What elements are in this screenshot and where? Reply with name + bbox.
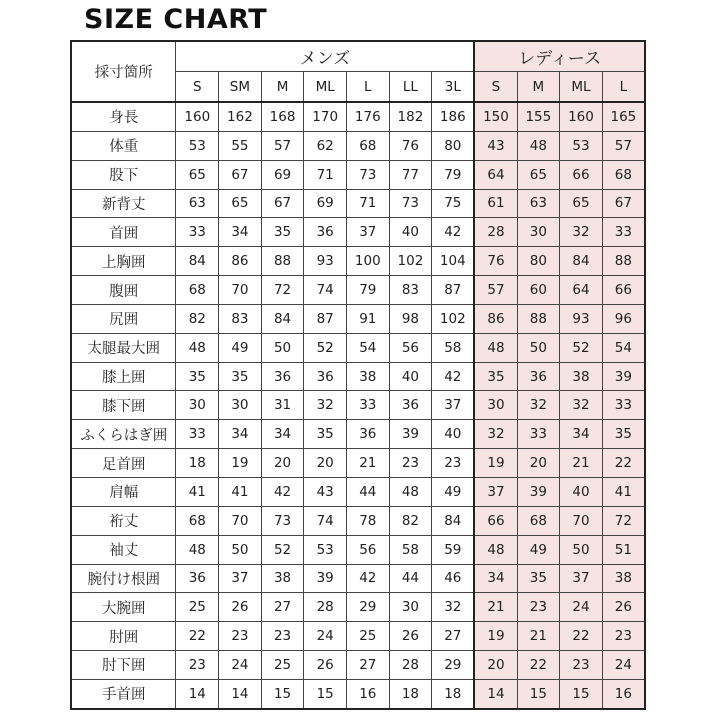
ladies-value-cell: 53 <box>560 131 603 160</box>
mens-value-cell: 30 <box>219 391 262 420</box>
mens-value-cell: 58 <box>389 535 432 564</box>
ladies-value-cell: 15 <box>560 679 603 709</box>
mens-value-cell: 58 <box>432 333 475 362</box>
ladies-value-cell: 32 <box>517 391 560 420</box>
table-row <box>71 535 645 564</box>
ladies-value-cell: 66 <box>474 506 517 535</box>
ladies-value-cell: 37 <box>474 477 517 506</box>
mens-value-cell: 43 <box>304 477 347 506</box>
mens-value-cell: 36 <box>304 218 347 247</box>
ladies-value-cell: 43 <box>474 131 517 160</box>
ladies-value-cell: 21 <box>517 622 560 651</box>
measurement-label: 肘囲 <box>71 622 176 651</box>
mens-value-cell: 73 <box>346 160 389 189</box>
mens-value-cell: 23 <box>432 449 475 478</box>
mens-value-cell: 49 <box>219 333 262 362</box>
mens-value-cell: 34 <box>219 420 262 449</box>
mens-value-cell: 76 <box>389 131 432 160</box>
table-body <box>71 102 645 709</box>
measurement-label: 体重 <box>71 131 176 160</box>
mens-value-cell: 27 <box>432 622 475 651</box>
mens-value-cell: 23 <box>261 622 304 651</box>
mens-value-cell: 30 <box>176 391 219 420</box>
measurement-label: 足首囲 <box>71 449 176 478</box>
table-row <box>71 304 645 333</box>
mens-value-cell: 46 <box>432 564 475 593</box>
page-title: SIZE CHART <box>84 4 268 35</box>
ladies-value-cell: 14 <box>474 679 517 709</box>
ladies-value-cell: 24 <box>602 651 645 680</box>
ladies-value-cell: 150 <box>474 102 517 131</box>
ladies-value-cell: 22 <box>560 622 603 651</box>
ladies-value-cell: 93 <box>560 304 603 333</box>
mens-value-cell: 36 <box>346 420 389 449</box>
mens-size-header: 3L <box>432 72 475 103</box>
ladies-value-cell: 160 <box>560 102 603 131</box>
mens-value-cell: 16 <box>346 679 389 709</box>
mens-value-cell: 71 <box>304 160 347 189</box>
mens-value-cell: 42 <box>346 564 389 593</box>
mens-value-cell: 98 <box>389 304 432 333</box>
mens-value-cell: 84 <box>261 304 304 333</box>
ladies-value-cell: 48 <box>474 535 517 564</box>
mens-value-cell: 160 <box>176 102 219 131</box>
mens-value-cell: 26 <box>219 593 262 622</box>
mens-value-cell: 56 <box>389 333 432 362</box>
mens-value-cell: 20 <box>261 449 304 478</box>
mens-value-cell: 71 <box>346 189 389 218</box>
mens-value-cell: 80 <box>432 131 475 160</box>
ladies-value-cell: 39 <box>602 362 645 391</box>
table-row <box>71 564 645 593</box>
measurement-label: 手首囲 <box>71 679 176 709</box>
ladies-value-cell: 65 <box>517 160 560 189</box>
mens-value-cell: 32 <box>304 391 347 420</box>
mens-value-cell: 65 <box>219 189 262 218</box>
mens-value-cell: 82 <box>176 304 219 333</box>
ladies-value-cell: 20 <box>474 651 517 680</box>
mens-value-cell: 37 <box>219 564 262 593</box>
ladies-size-header: L <box>602 72 645 103</box>
mens-value-cell: 168 <box>261 102 304 131</box>
ladies-value-cell: 68 <box>517 506 560 535</box>
mens-value-cell: 50 <box>219 535 262 564</box>
mens-value-cell: 15 <box>304 679 347 709</box>
mens-value-cell: 68 <box>176 276 219 305</box>
measurement-label: 袖丈 <box>71 535 176 564</box>
ladies-value-cell: 21 <box>560 449 603 478</box>
ladies-value-cell: 39 <box>517 477 560 506</box>
ladies-value-cell: 33 <box>602 391 645 420</box>
measurement-label: 尻囲 <box>71 304 176 333</box>
mens-value-cell: 63 <box>176 189 219 218</box>
mens-value-cell: 25 <box>261 651 304 680</box>
ladies-value-cell: 20 <box>517 449 560 478</box>
mens-value-cell: 48 <box>176 333 219 362</box>
ladies-value-cell: 23 <box>560 651 603 680</box>
mens-size-header: S <box>176 72 219 103</box>
mens-value-cell: 36 <box>176 564 219 593</box>
table-row <box>71 160 645 189</box>
mens-value-cell: 33 <box>176 218 219 247</box>
table-row <box>71 622 645 651</box>
mens-value-cell: 29 <box>432 651 475 680</box>
ladies-value-cell: 67 <box>602 189 645 218</box>
ladies-value-cell: 54 <box>602 333 645 362</box>
ladies-value-cell: 40 <box>560 477 603 506</box>
mens-value-cell: 25 <box>346 622 389 651</box>
mens-value-cell: 34 <box>219 218 262 247</box>
ladies-value-cell: 19 <box>474 622 517 651</box>
mens-value-cell: 72 <box>261 276 304 305</box>
mens-value-cell: 44 <box>346 477 389 506</box>
table-row <box>71 391 645 420</box>
mens-value-cell: 44 <box>389 564 432 593</box>
measurement-label: 上胸囲 <box>71 247 176 276</box>
ladies-value-cell: 64 <box>560 276 603 305</box>
mens-value-cell: 86 <box>219 247 262 276</box>
measurement-label: 腹囲 <box>71 276 176 305</box>
mens-value-cell: 48 <box>389 477 432 506</box>
mens-value-cell: 19 <box>219 449 262 478</box>
mens-value-cell: 36 <box>304 362 347 391</box>
mens-value-cell: 73 <box>389 189 432 218</box>
mens-value-cell: 56 <box>346 535 389 564</box>
ladies-value-cell: 70 <box>560 506 603 535</box>
mens-value-cell: 55 <box>219 131 262 160</box>
mens-value-cell: 28 <box>304 593 347 622</box>
ladies-value-cell: 50 <box>560 535 603 564</box>
ladies-value-cell: 41 <box>602 477 645 506</box>
ladies-value-cell: 165 <box>602 102 645 131</box>
table-row <box>71 651 645 680</box>
mens-value-cell: 33 <box>346 391 389 420</box>
mens-value-cell: 14 <box>176 679 219 709</box>
ladies-value-cell: 52 <box>560 333 603 362</box>
measurement-label: 腕付け根囲 <box>71 564 176 593</box>
ladies-value-cell: 65 <box>560 189 603 218</box>
mens-value-cell: 33 <box>176 420 219 449</box>
mens-value-cell: 23 <box>219 622 262 651</box>
ladies-value-cell: 21 <box>474 593 517 622</box>
ladies-value-cell: 28 <box>474 218 517 247</box>
ladies-value-cell: 76 <box>474 247 517 276</box>
size-chart-table <box>70 40 646 710</box>
mens-value-cell: 22 <box>176 622 219 651</box>
table-row <box>71 131 645 160</box>
mens-value-cell: 79 <box>346 276 389 305</box>
mens-value-cell: 83 <box>219 304 262 333</box>
measurement-label: 首囲 <box>71 218 176 247</box>
mens-value-cell: 102 <box>389 247 432 276</box>
mens-value-cell: 91 <box>346 304 389 333</box>
mens-value-cell: 42 <box>261 477 304 506</box>
mens-value-cell: 37 <box>432 391 475 420</box>
ladies-value-cell: 38 <box>602 564 645 593</box>
mens-value-cell: 29 <box>346 593 389 622</box>
ladies-value-cell: 61 <box>474 189 517 218</box>
ladies-value-cell: 33 <box>602 218 645 247</box>
ladies-value-cell: 60 <box>517 276 560 305</box>
ladies-value-cell: 23 <box>602 622 645 651</box>
mens-value-cell: 70 <box>219 506 262 535</box>
table-row <box>71 679 645 709</box>
mens-size-header: LL <box>389 72 432 103</box>
mens-value-cell: 54 <box>346 333 389 362</box>
mens-value-cell: 30 <box>389 593 432 622</box>
table-row <box>71 333 645 362</box>
mens-value-cell: 27 <box>346 651 389 680</box>
ladies-value-cell: 34 <box>474 564 517 593</box>
ladies-value-cell: 66 <box>560 160 603 189</box>
table-row <box>71 477 645 506</box>
table-row <box>71 362 645 391</box>
mens-value-cell: 70 <box>219 276 262 305</box>
mens-value-cell: 77 <box>389 160 432 189</box>
mens-value-cell: 68 <box>176 506 219 535</box>
mens-value-cell: 24 <box>219 651 262 680</box>
ladies-value-cell: 66 <box>602 276 645 305</box>
mens-value-cell: 38 <box>261 564 304 593</box>
mens-value-cell: 23 <box>176 651 219 680</box>
ladies-value-cell: 88 <box>517 304 560 333</box>
ladies-value-cell: 19 <box>474 449 517 478</box>
ladies-value-cell: 68 <box>602 160 645 189</box>
mens-value-cell: 40 <box>432 420 475 449</box>
mens-value-cell: 40 <box>389 218 432 247</box>
mens-value-cell: 87 <box>432 276 475 305</box>
table-row <box>71 449 645 478</box>
mens-value-cell: 67 <box>261 189 304 218</box>
mens-value-cell: 69 <box>261 160 304 189</box>
ladies-value-cell: 57 <box>474 276 517 305</box>
measurement-label: ふくらはぎ囲 <box>71 420 176 449</box>
mens-value-cell: 75 <box>432 189 475 218</box>
measurement-point-header: 採寸箇所 <box>71 41 176 102</box>
ladies-value-cell: 38 <box>560 362 603 391</box>
measurement-label: 肩幅 <box>71 477 176 506</box>
mens-value-cell: 26 <box>304 651 347 680</box>
measurement-label: 新背丈 <box>71 189 176 218</box>
mens-value-cell: 35 <box>261 218 304 247</box>
ladies-value-cell: 26 <box>602 593 645 622</box>
ladies-value-cell: 23 <box>517 593 560 622</box>
table-row <box>71 276 645 305</box>
mens-value-cell: 37 <box>346 218 389 247</box>
mens-value-cell: 34 <box>261 420 304 449</box>
table-row <box>71 593 645 622</box>
mens-value-cell: 74 <box>304 276 347 305</box>
mens-value-cell: 24 <box>304 622 347 651</box>
ladies-value-cell: 96 <box>602 304 645 333</box>
mens-value-cell: 26 <box>389 622 432 651</box>
mens-size-header: SM <box>219 72 262 103</box>
mens-size-header: L <box>346 72 389 103</box>
measurement-label: 大腕囲 <box>71 593 176 622</box>
ladies-value-cell: 32 <box>560 391 603 420</box>
ladies-value-cell: 84 <box>560 247 603 276</box>
mens-value-cell: 41 <box>219 477 262 506</box>
table-row <box>71 247 645 276</box>
mens-value-cell: 52 <box>304 333 347 362</box>
ladies-value-cell: 35 <box>517 564 560 593</box>
mens-value-cell: 79 <box>432 160 475 189</box>
ladies-value-cell: 51 <box>602 535 645 564</box>
ladies-value-cell: 49 <box>517 535 560 564</box>
mens-value-cell: 100 <box>346 247 389 276</box>
ladies-value-cell: 35 <box>474 362 517 391</box>
mens-value-cell: 38 <box>346 362 389 391</box>
mens-value-cell: 53 <box>176 131 219 160</box>
ladies-value-cell: 72 <box>602 506 645 535</box>
table-row <box>71 420 645 449</box>
mens-value-cell: 82 <box>389 506 432 535</box>
mens-value-cell: 102 <box>432 304 475 333</box>
ladies-value-cell: 30 <box>474 391 517 420</box>
mens-value-cell: 170 <box>304 102 347 131</box>
ladies-size-header: ML <box>560 72 603 103</box>
mens-value-cell: 21 <box>346 449 389 478</box>
ladies-value-cell: 16 <box>602 679 645 709</box>
ladies-value-cell: 32 <box>560 218 603 247</box>
ladies-value-cell: 22 <box>517 651 560 680</box>
mens-value-cell: 35 <box>219 362 262 391</box>
mens-value-cell: 52 <box>261 535 304 564</box>
measurement-label: 裄丈 <box>71 506 176 535</box>
mens-value-cell: 93 <box>304 247 347 276</box>
mens-value-cell: 31 <box>261 391 304 420</box>
ladies-group-header: レディース <box>474 41 645 72</box>
ladies-value-cell: 35 <box>602 420 645 449</box>
mens-value-cell: 15 <box>261 679 304 709</box>
mens-value-cell: 57 <box>261 131 304 160</box>
mens-size-header: ML <box>304 72 347 103</box>
table-row <box>71 218 645 247</box>
mens-value-cell: 25 <box>176 593 219 622</box>
table-row <box>71 189 645 218</box>
measurement-label: 身長 <box>71 102 176 131</box>
mens-value-cell: 50 <box>261 333 304 362</box>
table-row <box>71 102 645 131</box>
mens-value-cell: 84 <box>432 506 475 535</box>
ladies-value-cell: 32 <box>474 420 517 449</box>
ladies-value-cell: 88 <box>602 247 645 276</box>
mens-value-cell: 42 <box>432 218 475 247</box>
measurement-label: 太腿最大囲 <box>71 333 176 362</box>
mens-value-cell: 69 <box>304 189 347 218</box>
mens-value-cell: 73 <box>261 506 304 535</box>
ladies-value-cell: 57 <box>602 131 645 160</box>
mens-value-cell: 32 <box>432 593 475 622</box>
mens-value-cell: 88 <box>261 247 304 276</box>
mens-value-cell: 36 <box>261 362 304 391</box>
mens-value-cell: 53 <box>304 535 347 564</box>
mens-value-cell: 40 <box>389 362 432 391</box>
mens-value-cell: 84 <box>176 247 219 276</box>
mens-value-cell: 35 <box>304 420 347 449</box>
mens-value-cell: 74 <box>304 506 347 535</box>
mens-value-cell: 14 <box>219 679 262 709</box>
ladies-value-cell: 86 <box>474 304 517 333</box>
ladies-value-cell: 33 <box>517 420 560 449</box>
ladies-value-cell: 64 <box>474 160 517 189</box>
mens-value-cell: 59 <box>432 535 475 564</box>
measurement-label: 膝下囲 <box>71 391 176 420</box>
mens-value-cell: 18 <box>389 679 432 709</box>
mens-value-cell: 36 <box>389 391 432 420</box>
ladies-value-cell: 34 <box>560 420 603 449</box>
ladies-value-cell: 48 <box>517 131 560 160</box>
ladies-value-cell: 24 <box>560 593 603 622</box>
mens-value-cell: 41 <box>176 477 219 506</box>
mens-value-cell: 78 <box>346 506 389 535</box>
mens-value-cell: 68 <box>346 131 389 160</box>
ladies-value-cell: 30 <box>517 218 560 247</box>
mens-value-cell: 49 <box>432 477 475 506</box>
ladies-value-cell: 155 <box>517 102 560 131</box>
mens-value-cell: 48 <box>176 535 219 564</box>
mens-value-cell: 27 <box>261 593 304 622</box>
mens-value-cell: 176 <box>346 102 389 131</box>
mens-value-cell: 65 <box>176 160 219 189</box>
mens-value-cell: 20 <box>304 449 347 478</box>
ladies-value-cell: 50 <box>517 333 560 362</box>
mens-value-cell: 39 <box>304 564 347 593</box>
ladies-value-cell: 15 <box>517 679 560 709</box>
measurement-label: 肘下囲 <box>71 651 176 680</box>
mens-size-header: M <box>261 72 304 103</box>
ladies-value-cell: 48 <box>474 333 517 362</box>
mens-value-cell: 18 <box>176 449 219 478</box>
mens-value-cell: 162 <box>219 102 262 131</box>
ladies-value-cell: 63 <box>517 189 560 218</box>
mens-value-cell: 62 <box>304 131 347 160</box>
ladies-size-header: S <box>474 72 517 103</box>
mens-value-cell: 104 <box>432 247 475 276</box>
ladies-size-header: M <box>517 72 560 103</box>
ladies-value-cell: 22 <box>602 449 645 478</box>
mens-value-cell: 182 <box>389 102 432 131</box>
mens-value-cell: 39 <box>389 420 432 449</box>
mens-value-cell: 18 <box>432 679 475 709</box>
mens-value-cell: 87 <box>304 304 347 333</box>
ladies-value-cell: 80 <box>517 247 560 276</box>
mens-value-cell: 23 <box>389 449 432 478</box>
mens-group-header: メンズ <box>176 41 474 72</box>
ladies-value-cell: 37 <box>560 564 603 593</box>
mens-value-cell: 28 <box>389 651 432 680</box>
mens-value-cell: 83 <box>389 276 432 305</box>
mens-value-cell: 67 <box>219 160 262 189</box>
mens-value-cell: 186 <box>432 102 475 131</box>
measurement-label: 膝上囲 <box>71 362 176 391</box>
measurement-label: 股下 <box>71 160 176 189</box>
table-header <box>71 41 645 102</box>
table-row <box>71 506 645 535</box>
ladies-value-cell: 36 <box>517 362 560 391</box>
mens-value-cell: 42 <box>432 362 475 391</box>
mens-value-cell: 35 <box>176 362 219 391</box>
